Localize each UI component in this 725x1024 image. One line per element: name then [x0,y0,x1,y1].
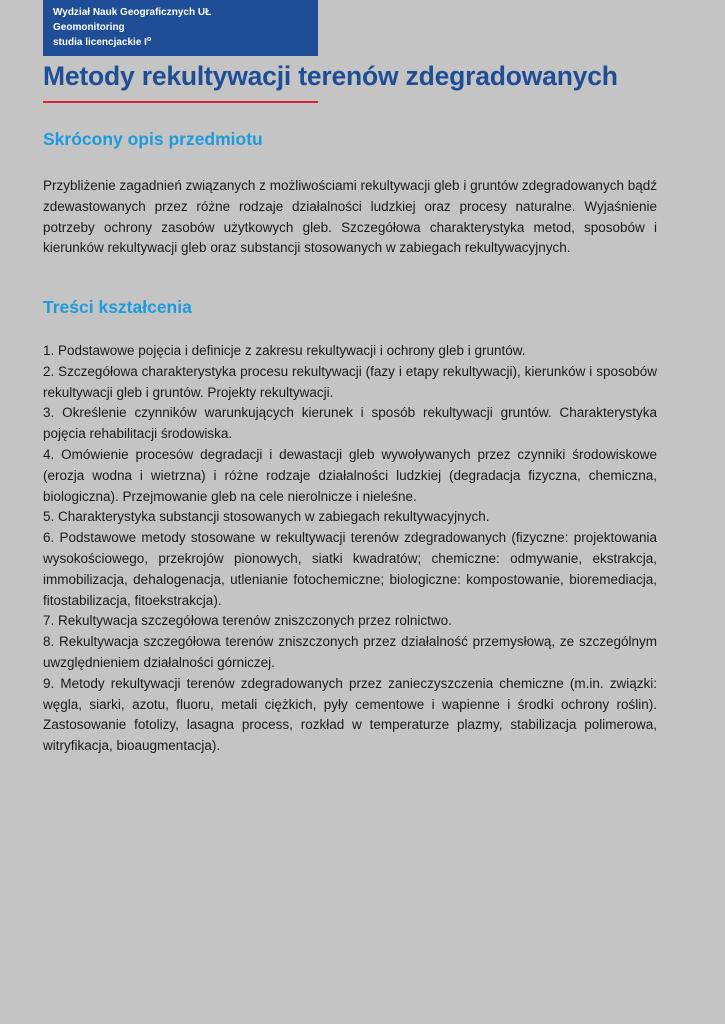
title-underline [43,101,318,103]
study-level-degree: o [146,36,152,43]
summary-heading: Skrócony opis przedmiotu [43,129,263,149]
faculty-header-box [43,0,318,56]
list-item: 2. Szczegółowa charakterystyka procesu rekultywacji (fazy i etapy rekultywacji), kierunków i sposobów rekultywacji gleb i gruntów. Projekty rekultywacji. [43,363,657,400]
study-level [53,35,318,50]
content-list [43,341,657,757]
list-item: 8. Rekultywacja szczegółowa terenów zniszczonych przez działalność przemysłową, ze szczególnym uwzględnieniem działalności górniczej. [43,634,657,670]
program-name: Geomonitoring [53,22,125,33]
faculty-name: Wydział Nauk Geograficznych UŁ [53,7,212,18]
page-title: Metody rekultywacji terenów zdegradowanych [43,61,618,91]
list-item: 1. Podstawowe pojęcia i definicje z zakresu rekultywacji i ochrony gleb i gruntów. [43,343,526,358]
study-level-text: studia licencjackie I [53,37,147,48]
list-item: 7. Rekultywacja szczegółowa terenów zniszczonych przez rolnictwo. [43,613,452,629]
content-heading: Treści kształcenia [43,297,192,317]
list-item: 6. Podstawowe metody stosowane w rekultywacji terenów zdegradowanych (fizyczne: projektowania wysokościowego, przekrojów pionowych, siatki kwadratów; chemiczne: odmywanie, ekstrakcja, immobilizacja, dehalogenacja, utlenianie fotochemiczne; biologiczne: kompostowanie, bioremediacja, fitostabilizacja, fitoekstrakcja). [43,530,657,608]
list-item: 5. Charakterystyka substancji stosowanych w zabiegach rekultywacyjnych. [43,509,490,525]
list-item: 3. Określenie czynników warunkujących kierunek i sposób rekultywacji gruntów. Charakterystyka pojęcia rehabilitacji środowiska. [43,405,657,442]
list-item: 4. Omówienie procesów degradacji i dewastacji gleb wywoływanych przez czynniki środowiskowe (erozja wodna i wietrzna) i różne rodzaje działalności ludzkiej (degradacja fizyczna, chemiczna, biologiczna). Przejmowanie gleb na cele nierolnicze i nieleśne. [43,446,657,504]
list-item: 9. Metody rekultywacji terenów zdegradowanych przez zanieczyszczenia chemiczne (m.in. związki: węgla, siarki, azotu, fluoru, metali ciężkich, pyły cementowe i wapienne i środki ochrony roślin). Zastosowanie fotolizy, lasagna process, rozkład w temperaturze plazmy, stabilizacja polimerowa, witryfikacja, bioaugmentacja). [43,675,657,754]
summary-text: Przybliżenie zagadnień związanych z możliwościami rekultywacji gleb i gruntów zdegradowanych bądź zdewastowanych przez różne rodzaje działalności ludzkiej oraz procesy naturalne. Wyjaśnienie potrzeby ochrony zasobów użytkowych gleb. Szczegółowa charakterystyka metod, sposobów i kierunków rekultywacji gleb oraz substancji stosowanych w zabiegach rekultywacyjnych. [43,178,657,256]
